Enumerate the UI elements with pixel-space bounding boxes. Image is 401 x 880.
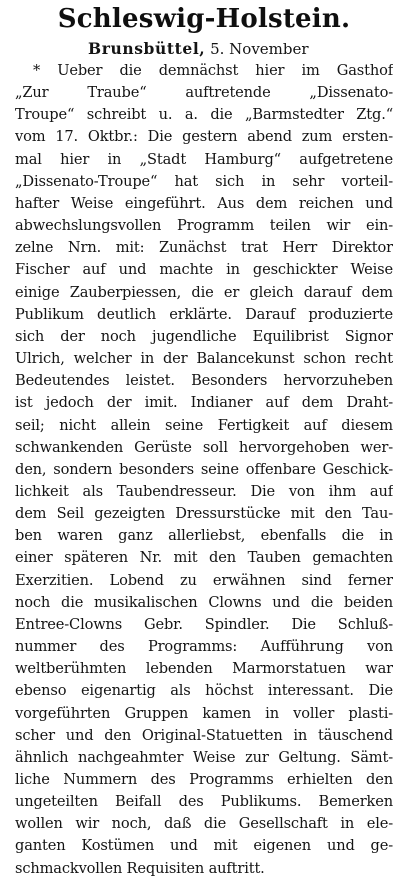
- article-body-line: seil; nicht allein seine Fertigkeit auf diesem: [15, 416, 393, 434]
- article-headline: Schleswig-Holstein.: [57, 4, 351, 34]
- article-body-line: Ulrich, welcher in der Balancekunst schon recht: [15, 350, 393, 368]
- article-body-line: ungeteilten Beifall des Publikums. Bemerken: [15, 793, 393, 811]
- article-body-line: hafter Weise eingeführt. Aus dem reichen und: [15, 194, 393, 212]
- article-body-line: noch die musikalischen Clowns und die beiden: [15, 593, 393, 611]
- article-body-line: lichkeit als Taubendresseur. Die von ihm auf: [15, 482, 393, 500]
- article-body-line: einige Zauberpiessen, die er gleich darauf dem: [15, 283, 393, 301]
- article-body-line: ebenso eigenartig als höchst interessant. Die: [15, 682, 393, 700]
- article-body-line: dem Seil gezeigten Dressurstücke mit den Tau-: [15, 505, 393, 523]
- article-body-line: schmackvollen Requisiten auftritt.: [15, 859, 265, 877]
- article-body-line: mal hier in „Stadt Hamburg“ aufgetretene: [15, 150, 393, 168]
- article-body-line: nummer des Programms: Aufführung von: [15, 638, 393, 656]
- article-body-line: Entree-Clowns Gebr. Spindler. Die Schluß-: [15, 615, 393, 633]
- article-body-line: Fischer auf und machte in geschickter Weise: [15, 261, 393, 279]
- article-body-line: scher und den Original-Statuetten in täuschend: [15, 726, 393, 744]
- article-body-line: wollen wir noch, daß die Gesellschaft in ele-: [15, 815, 393, 833]
- article-body-line: * Ueber die demnächst hier im Gasthof: [33, 62, 393, 79]
- article-body-line: ähnlich nachgeahmter Weise zur Geltung. Sämt-: [15, 748, 393, 766]
- article-body-line: abwechslungsvollen Programm teilen wir ein-: [15, 217, 393, 235]
- article-body-line: Publikum deutlich erklärte. Darauf produzierte: [15, 305, 393, 323]
- article-body-line: vorgeführten Gruppen kamen in voller plasti-: [15, 704, 393, 722]
- dateline-date: 5. November: [210, 40, 309, 58]
- article-body-line: einer späteren Nr. mit den Tauben gemachten: [15, 549, 393, 567]
- article-body-line: „Zur Traube“ auftretende „Dissenato-: [15, 84, 393, 102]
- article-body-line: Exerzitien. Lobend zu erwähnen sind ferner: [15, 571, 393, 589]
- article-body-line: schwankenden Gerüste soll hervorgehoben wer-: [15, 438, 393, 456]
- article-body-line: den, sondern besonders seine offenbare Geschick-: [15, 460, 393, 478]
- article-body-line: weltberühmten lebenden Marmorstatuen war: [15, 660, 393, 678]
- article-body-line: ben waren ganz allerliebst, ebenfalls die in: [15, 527, 393, 545]
- article-body-line: ganten Kostümen und mit eigenen und ge-: [15, 837, 393, 855]
- article-body-line: „Dissenato-Troupe“ hat sich in sehr vorteil-: [15, 172, 393, 190]
- article-dateline: [15, 38, 393, 60]
- article-body-line: zelne Nrn. mit: Zunächst trat Herr Direktor: [15, 239, 393, 257]
- article-body-line: ist jedoch der imit. Indianer auf dem Draht-: [15, 394, 393, 412]
- article-body-line: Bedeutendes leistet. Besonders hervorzuheben: [15, 372, 393, 390]
- article-body-line: Troupe“ schreibt u. a. die „Barmstedter Ztg.“: [15, 106, 393, 124]
- article-body-line: liche Nummern des Programms erhielten den: [15, 771, 393, 788]
- article-body-line: sich der noch jugendliche Equilibrist Signor: [15, 327, 393, 345]
- article-body: [15, 60, 393, 880]
- dateline-place: Brunsbüttel,: [88, 39, 206, 58]
- article-body-line: vom 17. Oktbr.: Die gestern abend zum ersten-: [15, 128, 393, 146]
